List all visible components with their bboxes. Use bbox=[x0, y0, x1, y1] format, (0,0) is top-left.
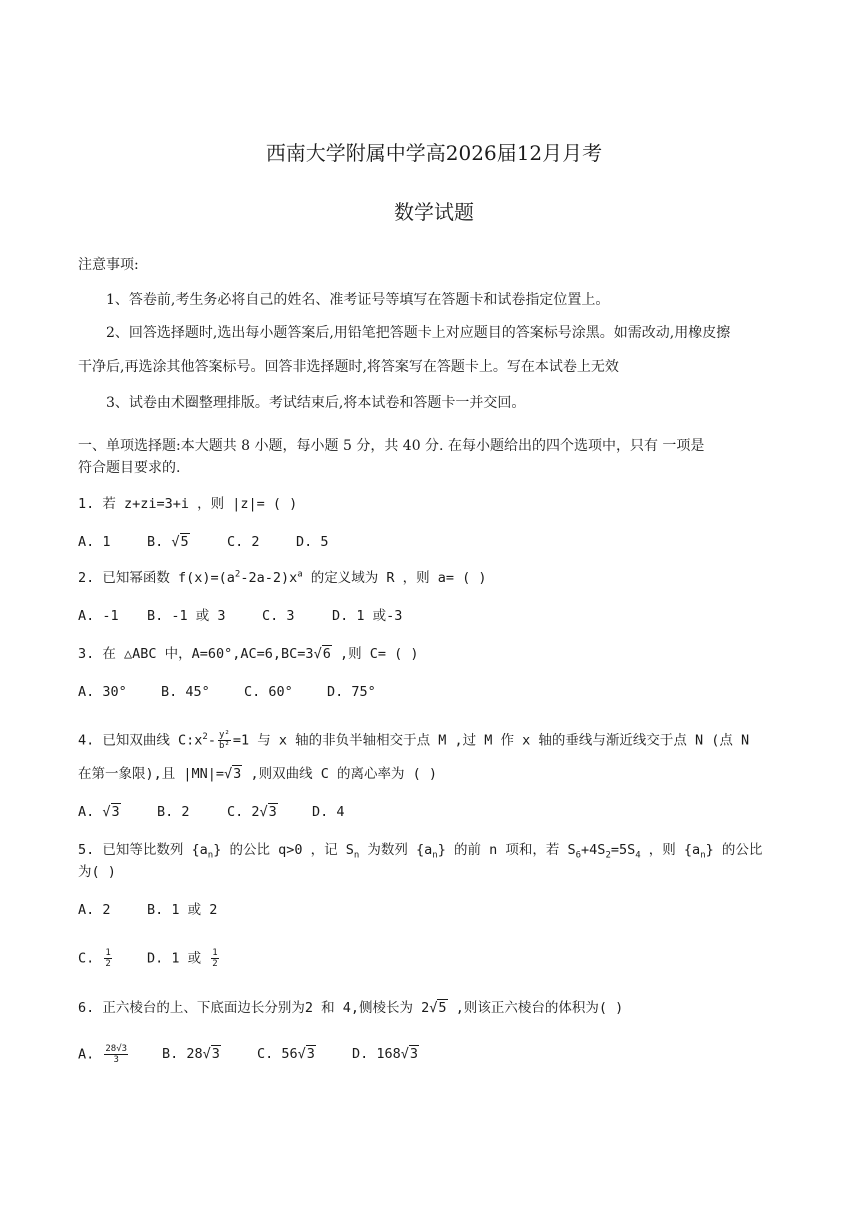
q2-option-d: D. 1 或-3 bbox=[332, 608, 403, 624]
section-heading-line-1: 一、单项选择题:本大题共 8 小题，每小题 5 分，共 40 分. 在每小题给出的四个选项中，只有 一项是 bbox=[78, 438, 705, 454]
question-5-stem-line-2: 为( ) bbox=[78, 864, 116, 880]
exam-title: 西南大学附属中学高2026届12月月考 bbox=[265, 141, 603, 165]
q2-option-a: A. -1 bbox=[78, 608, 119, 624]
q4-option-b: B. 2 bbox=[157, 804, 190, 820]
sqrt-symbol: √5 bbox=[171, 534, 189, 550]
question-3-stem: 3. 在 △ABC 中，A=60°,AC=6,BC=3√6 ,则 C= ( ) bbox=[78, 646, 419, 662]
q3-option-a: A. 30° bbox=[78, 684, 127, 700]
exam-subtitle: 数学试题 bbox=[394, 200, 474, 224]
q1-option-a: A. 1 bbox=[78, 534, 111, 550]
question-1-stem: 1. 若 z+zi=3+i ，则 |z|= ( ) bbox=[78, 496, 298, 512]
q5-option-a: A. 2 bbox=[78, 902, 111, 918]
q5-option-b: B. 1 或 2 bbox=[147, 902, 218, 918]
notice-item-3: 3、试卷由术圈整理排版。考试结束后,将本试卷和答题卡一并交回。 bbox=[106, 395, 526, 411]
section-heading-line-2: 符合题目要求的. bbox=[78, 460, 181, 476]
q6-option-b: B. 28√3 bbox=[162, 1046, 220, 1062]
q2-option-c: C. 3 bbox=[262, 608, 295, 624]
question-2-stem: 2. 已知幂函数 $f(x)=(a^2-2a-2)x^a$ 的定义域为 R ，则 a= ( ) bbox=[78, 569, 487, 586]
q3-option-b: B. 45° bbox=[161, 684, 210, 700]
q1-option-d: D. 5 bbox=[296, 534, 329, 550]
notice-item-2-line-2: 干净后,再选涂其他答案标号。回答非选择题时,将答案写在答题卡上。写在本试卷上无效 bbox=[78, 359, 619, 375]
q6-option-c: C. 56√3 bbox=[257, 1046, 315, 1062]
q5-option-c: C. $\frac{1}{2}$ bbox=[78, 948, 111, 969]
q4-option-d: D. 4 bbox=[312, 804, 345, 820]
q1-option-c: C. 2 bbox=[227, 534, 260, 550]
question-4-stem-line-1: 4. 已知双曲线 $C:x^2-$ $\frac{\text{y²}}{\text{b²}}$ =1 与 x 轴的非负半轴相交于点 M ,过 M 作 x 轴的垂线与渐近线交于点 N (点 N bbox=[78, 730, 750, 751]
q1-option-b: B. √5 bbox=[147, 534, 189, 550]
fraction: $\frac{\text{y²}}{\text{b²}}$ bbox=[218, 730, 230, 751]
q3-option-c: C. 60° bbox=[244, 684, 293, 700]
question-6-stem: 6. 正六棱台的上、下底面边长分别为2 和 4,侧棱长为 2√5 ,则该正六棱台的体积为( ) bbox=[78, 1000, 624, 1016]
question-4-stem-line-2: 在第一象限),且 |MN|=√3 ,则双曲线 C 的离心率为 ( ) bbox=[78, 766, 437, 782]
notice-item-1: 1、答卷前,考生务必将自己的姓名、准考证号等填写在答题卡和试卷指定位置上。 bbox=[106, 292, 610, 308]
question-5-stem-line-1: 5. 已知等比数列 $\{a_n\}$ 的公比 q>0 ，记 $S_n$ 为数列 $\{a_n\}$ 的前 n 项和，若 $S_6+4S_2=5S_4$ ，则 $\{a_n\}$ 的公比 bbox=[78, 842, 763, 861]
q5-option-d: D. 1 或 $\frac{1}{2}$ bbox=[147, 948, 218, 969]
notice-item-2-line-1: 2、回答选择题时,选出每小题答案后,用铅笔把答题卡上对应题目的答案标号涂黑。如需改动,用橡皮擦 bbox=[106, 325, 731, 341]
q6-option-a: A. $\frac{28√3}{3}$ bbox=[78, 1044, 128, 1065]
q4-option-a: A. √3 bbox=[78, 804, 120, 820]
notice-heading: 注意事项: bbox=[78, 257, 139, 273]
q3-option-d: D. 75° bbox=[327, 684, 376, 700]
q6-option-d: D. 168√3 bbox=[352, 1046, 419, 1062]
q2-option-b: B. -1 或 3 bbox=[147, 608, 226, 624]
q4-option-c: C. 2√3 bbox=[227, 804, 277, 820]
